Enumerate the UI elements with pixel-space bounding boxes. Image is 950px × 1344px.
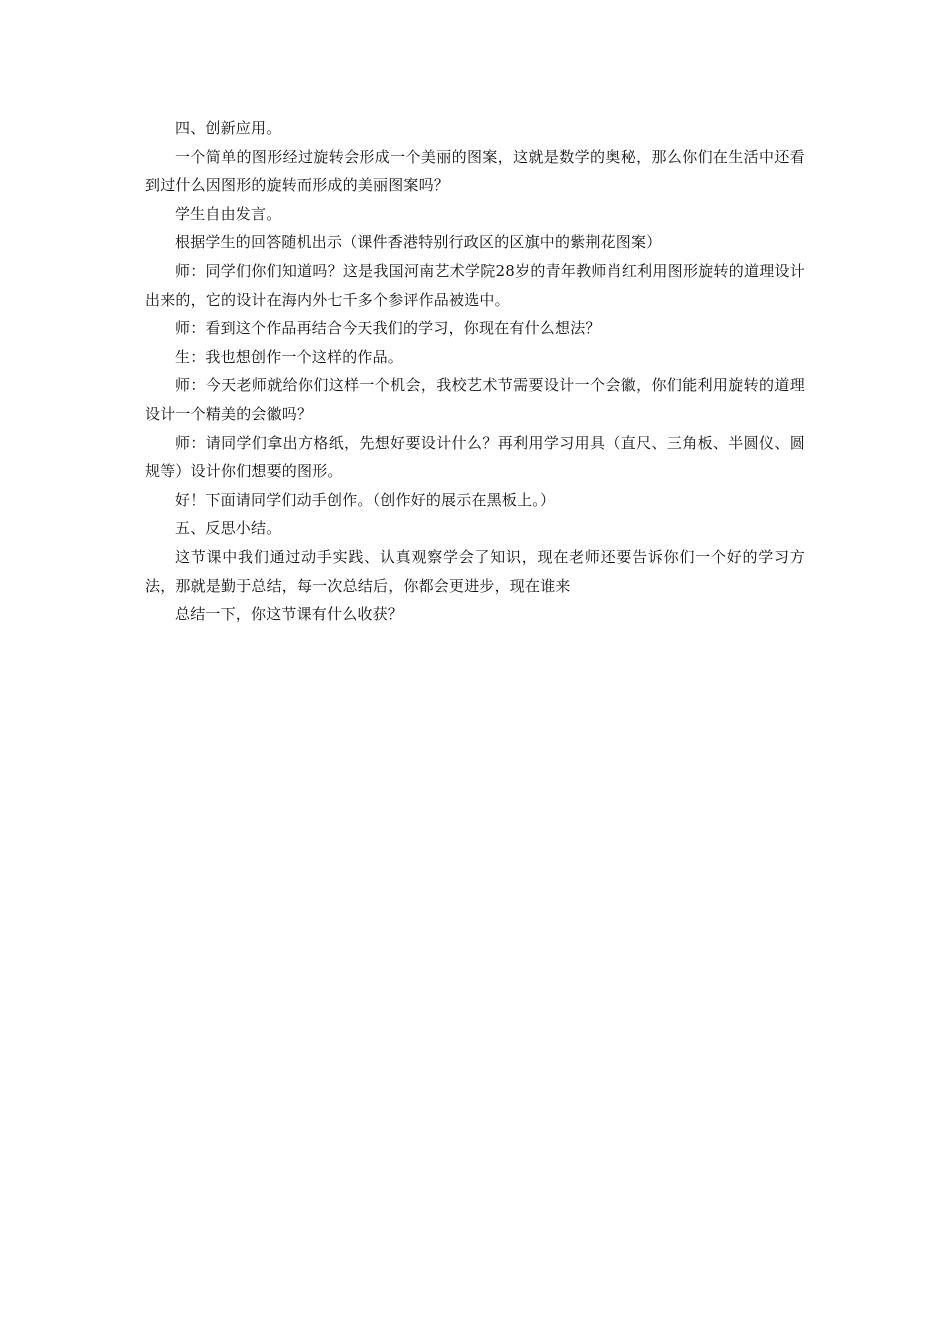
- paragraph-teacher-emblem: 师：今天老师就给你们这样一个机会，我校艺术节需要设计一个会徽，你们能利用旋转的道理设计一个精美的会徽吗？: [145, 376, 805, 423]
- section-heading-innovation: 四、创新应用。: [175, 119, 282, 137]
- paragraph-create: 好！下面请同学们动手创作。（创作好的展示在黑板上。）: [175, 490, 556, 509]
- paragraph-rotation-beauty: 一个简单的图形经过旋转会形成一个美丽的图案，这就是数学的奥秘，那么你们在生活中还看到过什么因图形的旋转而形成的美丽图案吗？: [145, 147, 805, 195]
- paragraph-teacher-question: 师：看到这个作品再结合今天我们的学习，你现在有什么想法？: [175, 319, 601, 338]
- paragraph-summary-method: 这节课中我们通过动手实践、认真观察学会了知识，现在老师还要告诉你们一个好的学习方法，那就是勤于总结，每一次总结后，你都会更进步，现在谁来: [145, 547, 805, 595]
- paragraph-teacher-designer: 师：同学们你们知道吗？这是我国河南艺术学院28岁的青年教师肖红利用图形旋转的道理设计出来的，它的设计在海内外七千多个参评作品被选中。: [145, 261, 805, 309]
- paragraph-teacher-tools: 师：请同学们拿出方格纸，先想好要设计什么？再利用学习用具（直尺、三角板、半圆仪、圆规等）设计你们想要的图形。: [145, 433, 805, 481]
- paragraph-show-bauhinia: 根据学生的回答随机出示（课件香港特别行政区的区旗中的紫荆花图案）: [175, 233, 662, 252]
- paragraph-students-speak: 学生自由发言。: [175, 204, 282, 223]
- paragraph-summary-question: 总结一下，你这节课有什么收获？: [175, 605, 404, 624]
- paragraph-student-answer: 生：我也想创作一个这样的作品。: [175, 347, 404, 366]
- document-page: [145, 114, 805, 629]
- section-heading-reflection: 五、反思小结。: [175, 519, 282, 538]
